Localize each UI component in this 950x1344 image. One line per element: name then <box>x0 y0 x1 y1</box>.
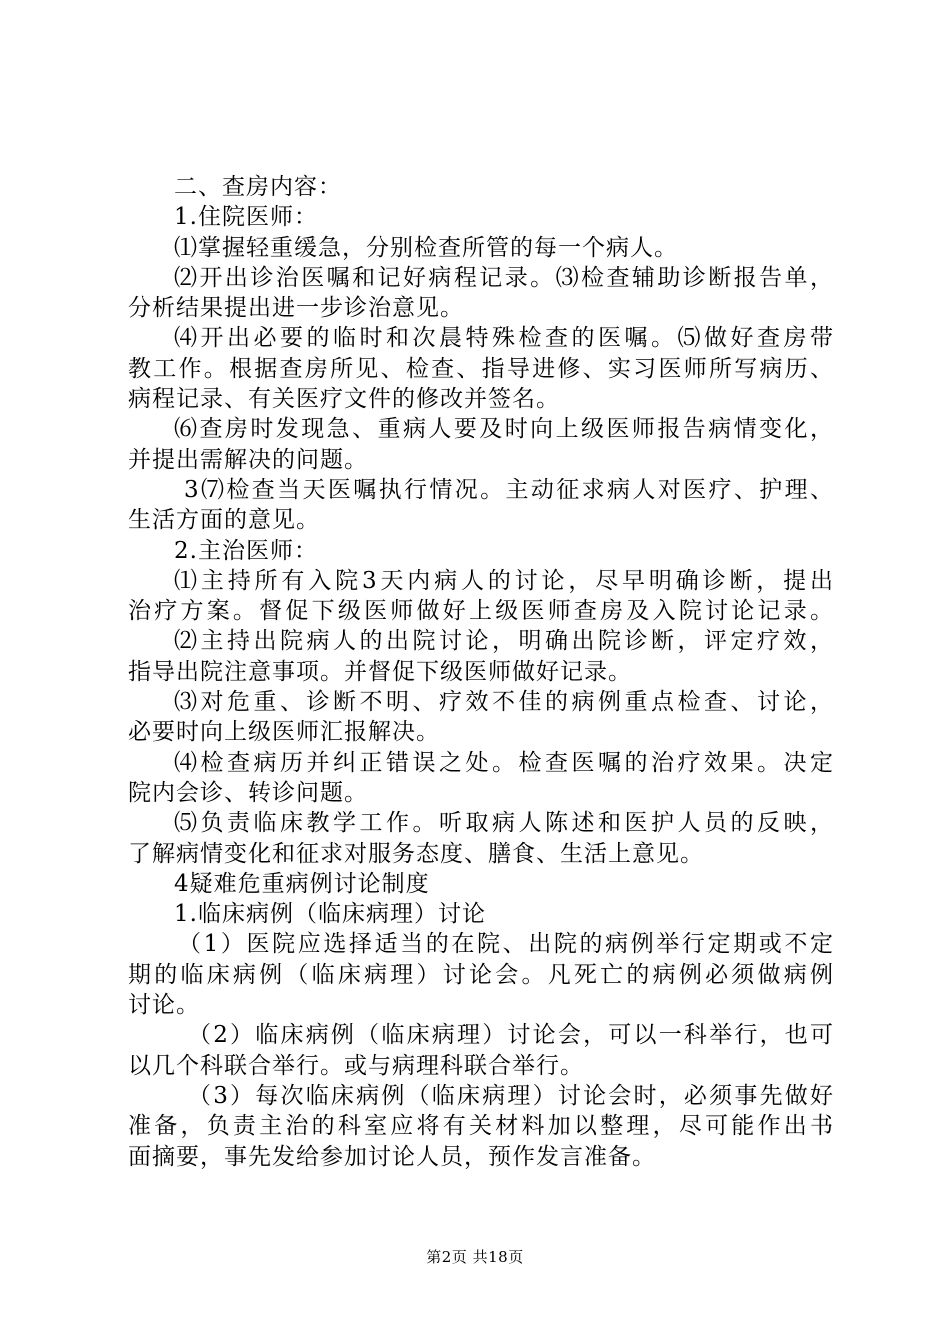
text-line: 指导出院注意事项。并督促下级医师做好记录。 <box>128 658 632 685</box>
text-line: ⑴掌握轻重缓急，分别检查所管的每一个病人。 <box>174 234 678 261</box>
text-line: ⑷开出必要的临时和次晨特殊检查的医嘱。⑸做好查房带 <box>174 325 834 352</box>
text-line: 分析结果提出进一步诊治意见。 <box>128 295 464 322</box>
text-line: （3）每次临床病例（临床病理）讨论会时，必须事先做好 <box>188 1082 834 1109</box>
text-line: 治疗方案。督促下级医师做好上级医师查房及入院讨论记录。 <box>128 598 834 625</box>
text-line: 准备，负责主治的科室应将有关材料加以整理，尽可能作出书 <box>128 1113 834 1140</box>
text-line: 了解病情变化和征求对服务态度、膳食、生活上意见。 <box>128 840 704 867</box>
text-line: 面摘要，事先发给参加讨论人员，预作发言准备。 <box>128 1143 656 1170</box>
text-line: 病程记录、有关医疗文件的修改并签名。 <box>128 386 560 413</box>
page-footer: 第2页 共18页 <box>426 1248 524 1266</box>
text-line: ⑴主持所有入院3天内病人的讨论，尽早明确诊断，提出 <box>174 567 834 594</box>
text-line: 院内会诊、转诊问题。 <box>128 779 368 806</box>
text-line: ⑶对危重、诊断不明、疗效不佳的病例重点检查、讨论， <box>174 689 834 716</box>
text-line: （1）医院应选择适当的在院、出院的病例举行定期或不定 <box>178 931 834 958</box>
text-line: 教工作。根据查房所见、检查、指导进修、实习医师所写病历、 <box>128 355 834 382</box>
text-line: 4疑难危重病例讨论制度 <box>174 870 430 897</box>
text-line: 期的临床病例（临床病理）讨论会。凡死亡的病例必须做病例 <box>128 961 834 988</box>
text-line: （2）临床病例（临床病理）讨论会，可以一科举行，也可 <box>188 1022 834 1049</box>
document-body <box>128 172 834 1172</box>
text-line: 二、查房内容： <box>174 174 342 200</box>
text-line: 以几个科联合举行。或与病理科联合举行。 <box>128 1052 584 1079</box>
text-line: 3⑺检查当天医嘱执行情况。主动征求病人对医疗、护理、 <box>184 476 834 503</box>
text-line: 讨论。 <box>128 992 200 1019</box>
text-line: ⑸负责临床教学工作。听取病人陈述和医护人员的反映， <box>174 810 834 837</box>
text-line: 2.主治医师： <box>174 537 318 564</box>
text-line: 生活方面的意见。 <box>128 507 320 534</box>
text-line: ⑷检查病历并纠正错误之处。检查医嘱的治疗效果。决定 <box>174 749 834 776</box>
text-line: 1.临床病例（临床病理）讨论 <box>174 901 486 928</box>
text-line: 并提出需解决的问题。 <box>128 446 368 473</box>
text-line: 必要时向上级医师汇报解决。 <box>128 719 440 746</box>
text-line: ⑵开出诊治医嘱和记好病程记录。⑶检查辅助诊断报告单， <box>174 264 834 291</box>
text-line: ⑹查房时发现急、重病人要及时向上级医师报告病情变化， <box>174 416 834 443</box>
text-line: 1.住院医师： <box>174 204 318 231</box>
text-line: ⑵主持出院病人的出院讨论，明确出院诊断，评定疗效， <box>174 628 834 655</box>
